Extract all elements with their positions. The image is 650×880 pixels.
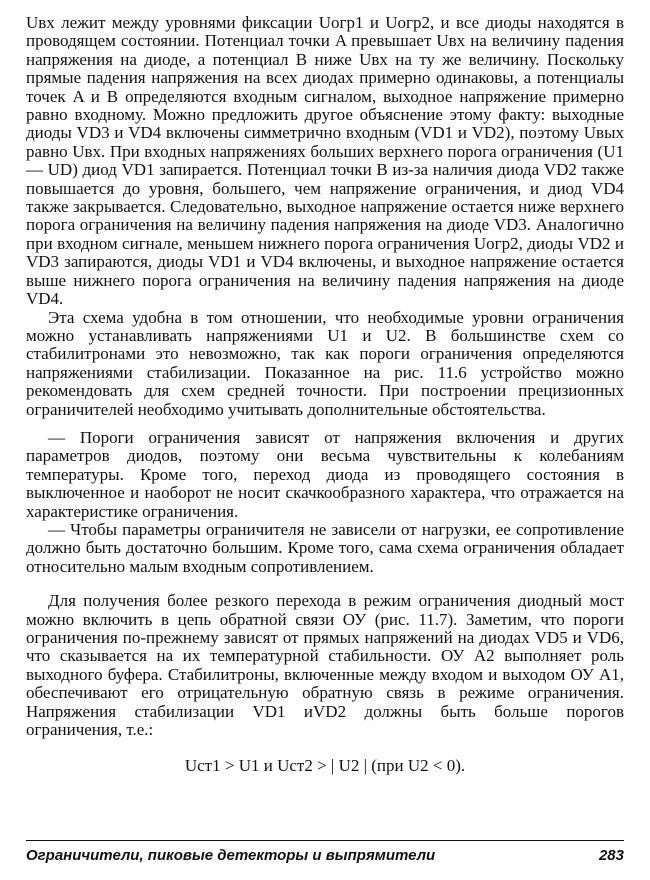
paragraph-load-resistance: — Чтобы параметры ограничителя не зависели от нагрузки, ее сопротивление должно быть достаточно большим. Кроме того, сама схема ограничения обладает относительно малым входным сопротивлением.: [26, 519, 624, 576]
paragraph-diode-bridge-operation: Uвх лежит между уровнями фиксации Uогр1 и Uогр2, и все диоды находятся в проводящем состоянии. Потенциал точки A превышает Uвх на величину падения напряжения на диоде, а потенциал B ниже Uвх на ту же величину. Поскольку прямые падения напряжения на всех диодах примерно одинаковы, а потенциалы точек A и B определяются входным сигналом, выходное напряжение примерно равно входному. Можно предложить другое объяснение этому факту: выходные диоды VD3 и VD4 включены симметрично входным (VD1 и VD2), поэтому Uвых равно Uвх. При входных напряжениях больших верхнего порога ограничения (U1 — UD) диод VD1 запирается. Потенциал точки B из-за наличия диода VD2 также повышается до уровня, большего, чем напряжение ограничения, и диод VD4 также закрывается. Следовательно, выходное напряжение остается ниже верхнего порога ограничения на величину падения напряжения на диоде VD3. Аналогично при входном сигнале, меньшем нижнего порога ограничения Uогр2, диоды VD2 и VD3 запираются, диоды VD1 и VD4 включены, и выходное напряжение остается выше нижнего порога ограничения на величину падения напряжения на диоде VD4.: [26, 13, 624, 309]
formula-zener-condition: Uст1 > U1 и Uст2 > | U2 | (при U2 < 0).: [184, 756, 466, 776]
page-footer: [26, 847, 624, 864]
page-number: 283: [598, 847, 624, 864]
footer-divider: [26, 840, 624, 841]
paragraph-threshold-temperature: — Пороги ограничения зависят от напряжения включения и других параметров диодов, поэтому они весьма чувствительны к колебаниям температуры. Кроме того, переход диода из проводящего состояния в выключенное и наоборот не носит скачкообразного характера, что отражается на характеристике ограничения.: [26, 427, 624, 521]
paragraph-circuit-advantages: Эта схема удобна в том отношении, что необходимые уровни ограничения можно устанавливать напряжениями U1 и U2. В большинстве схем со стабилитронами это невозможно, так как пороги ограничения определяются напряжениями стабилизации. Показанное на рис. 11.6 устройство можно рекомендовать для схем средней точности. При построении прецизионных ограничителей необходимо учитывать дополнительные обстоятельства.: [26, 307, 624, 419]
body-text: [26, 14, 624, 776]
running-section-title: Ограничители, пиковые детекторы и выпрямители: [26, 847, 436, 864]
paragraph-feedback-bridge: Для получения более резкого перехода в режим ограничения диодный мост можно включить в цепь обратной связи ОУ (рис. 11.7). Заметим, что пороги ограничения по-прежнему зависят от прямых напряжений на диодах VD5 и VD6, что сказывается на их температурной стабильности. ОУ A2 выполняет роль выходного буфера. Стабилитроны, включенные между входом и выходом ОУ A1, обеспечивают его отрицательную обратную связь в режиме ограничения. Напряжения стабилизации VD1 иVD2 должны быть больше порогов ограничения, т.е.:: [26, 591, 624, 740]
